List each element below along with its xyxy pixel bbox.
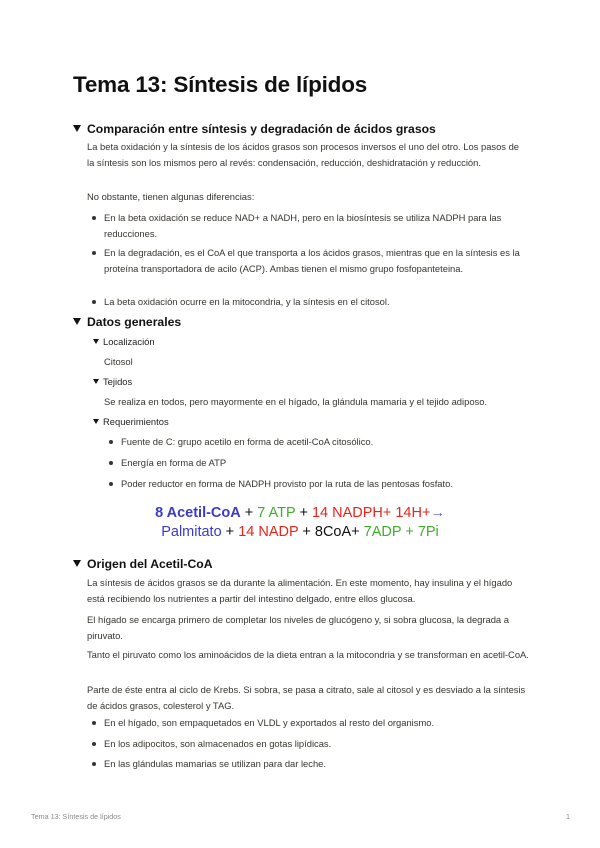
toggle-tejidos[interactable] [93, 376, 132, 387]
paragraph: No obstante, tienen algunas diferencias: [87, 191, 255, 202]
bullet-icon [92, 721, 96, 725]
toggle-label: Tejidos [103, 376, 133, 387]
eq-plus: + [221, 524, 239, 540]
toggle-triangle-icon[interactable] [73, 560, 81, 567]
list-item-text: En la beta oxidación se reduce NAD+ a NADH, pero en la biosíntesis se utiliza NADPH para las reducciones. [104, 212, 502, 239]
list-item-text: Fuente de C: grupo acetilo en forma de acetil-CoA citosólico. [121, 436, 374, 447]
toggle-label: Requerimientos [103, 416, 169, 427]
paragraph: Tanto el piruvato como los aminoácidos de la dieta entran a la mitocondria y se transforman en acetil-CoA. [87, 649, 529, 660]
list-item-text: En los adipocitos, son almacenados en gotas lipídicas. [104, 738, 332, 749]
list-item-text: En la degradación, es el CoA el que transporta a los ácidos grasos, mientras que en la síntesis es la proteína transportadora de acilo (ACP). Ambas tienen el mismo grupo fosfopanteteina. [104, 247, 520, 274]
paragraph: El hígado se encarga primero de completar los niveles de glucógeno y, si sobra glucosa, la degrada a piruvato. [87, 614, 509, 641]
toggle-requerimientos[interactable] [93, 416, 169, 427]
bullet-icon [92, 300, 96, 304]
list-item [104, 736, 524, 752]
toggle-heading-comparacion[interactable] [73, 122, 436, 136]
paragraph: La beta oxidación y la síntesis de los ácidos grasos son procesos inversos el uno del otro. Los pasos de la síntesis son los mismos pero al revés: condensación, reducción, deshidratación y reducción. [87, 141, 520, 168]
list-item-text: En el hígado, son empaquetados en VLDL y exportados al resto del organismo. [104, 717, 435, 728]
list-item [104, 715, 524, 731]
paragraph: Se realiza en todos, pero mayormente en el hígado, la glándula mamaria y el tejido adiposo. [104, 396, 488, 407]
bullet-icon [92, 251, 96, 255]
toggle-triangle-icon[interactable] [73, 125, 81, 132]
section-heading: Origen del Acetil-CoA [87, 557, 213, 571]
footer-page-number: 1 [566, 812, 570, 821]
toggle-label: Localización [103, 336, 155, 347]
toggle-heading-origen[interactable] [73, 557, 213, 571]
bullet-icon [92, 216, 96, 220]
list-item [104, 210, 524, 241]
eq-reactant-nadph: 14 NADPH+ 14H+ [311, 505, 431, 521]
list-item [121, 455, 521, 471]
list-item [104, 756, 524, 772]
eq-reactant-atp: 7 ATP [257, 505, 296, 521]
paragraph: Parte de éste entra al ciclo de Krebs. Si sobra, se pasa a citrato, sale al citosol y es desviado a la síntesis de ácidos grasos, colesterol y TAG. [87, 684, 526, 711]
bullet-icon [92, 762, 96, 766]
eq-product-adp-pi: 7ADP + 7Pi [363, 524, 439, 540]
toggle-heading-datos-generales[interactable] [73, 315, 181, 329]
list-item-text: Poder reductor en forma de NADPH provisto por la ruta de las pentosas fosfato. [121, 478, 453, 489]
bullet-icon [92, 742, 96, 746]
equation-line-1 [0, 505, 600, 521]
list-item [121, 476, 521, 492]
list-item-text: En las glándulas mamarias se utilizan para dar leche. [104, 758, 326, 769]
eq-product-coa: + 8CoA+ [298, 524, 364, 540]
toggle-localizacion[interactable] [93, 336, 155, 347]
page-title: Tema 13: Síntesis de lípidos [73, 72, 368, 97]
eq-reactant-acetil-coa: 8 Acetil-CoA [155, 505, 241, 521]
toggle-triangle-icon[interactable] [73, 318, 81, 325]
bullet-icon [109, 461, 113, 465]
list-item-text: La beta oxidación ocurre en la mitocondria, y la síntesis en el citosol. [104, 296, 390, 307]
toggle-triangle-icon[interactable] [93, 339, 99, 344]
bullet-icon [109, 482, 113, 486]
paragraph: Citosol [104, 356, 133, 367]
eq-arrow-icon: → [430, 505, 445, 521]
toggle-triangle-icon[interactable] [93, 419, 99, 424]
list-item [104, 294, 524, 310]
toggle-triangle-icon[interactable] [93, 379, 99, 384]
eq-plus: + [240, 505, 258, 521]
paragraph: La síntesis de ácidos grasos se da durante la alimentación. En este momento, hay insulina y el hígado está recibiendo los nutrientes a partir del intestino delgado, entre ellos glucosa. [87, 577, 513, 604]
list-item [104, 245, 524, 276]
equation-line-2 [0, 524, 600, 540]
section-heading: Comparación entre síntesis y degradación de ácidos grasos [87, 122, 436, 136]
section-heading: Datos generales [87, 315, 182, 329]
eq-product-nadp: 14 NADP [238, 524, 299, 540]
eq-product-palmitato: Palmitato [161, 524, 222, 540]
footer-title: Tema 13: Síntesis de lípidos [31, 812, 121, 821]
list-item [121, 434, 521, 450]
eq-plus: + [295, 505, 312, 521]
bullet-icon [109, 440, 113, 444]
list-item-text: Energía en forma de ATP [121, 457, 227, 468]
